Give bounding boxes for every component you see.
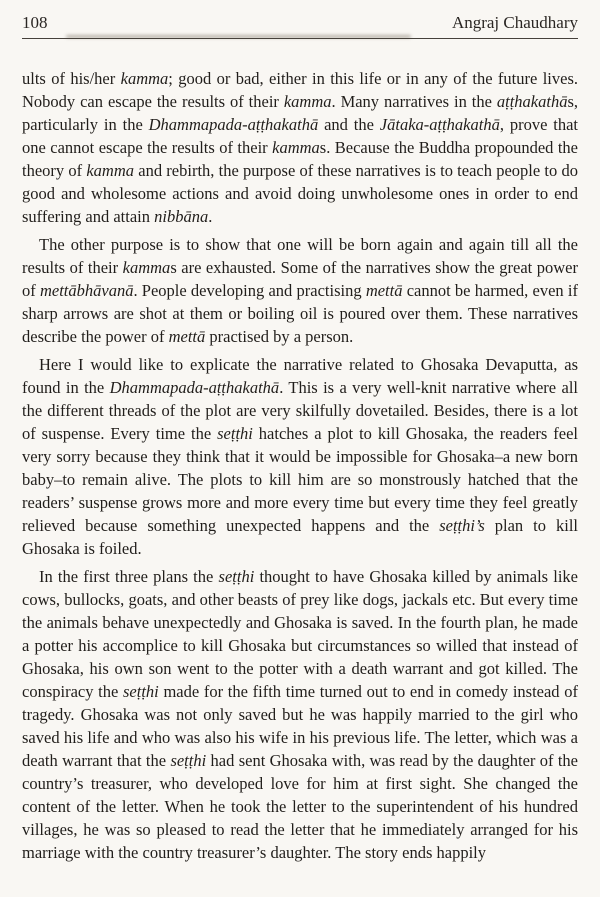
pali-term: mettā — [365, 281, 403, 300]
text-run: cannot be harmed, even if sharp arrows are shot at them or boiling oil is poured over them. These narratives describe the power of — [22, 281, 578, 346]
pali-term: nibbāna — [154, 207, 209, 226]
text-run: . This is a very well-knit narrative where all the different threads of the plot are very skilfully dovetailed. Besides, there is a lot of suspense. Every time the — [22, 378, 578, 443]
text-run: . Many narratives in the — [331, 92, 497, 111]
pali-term: aṭṭhakathā — [496, 92, 568, 111]
paragraph-4 — [22, 565, 578, 864]
pali-term: seṭṭhi’s — [439, 516, 485, 535]
page-header — [22, 12, 578, 33]
pali-term: kamma — [272, 138, 320, 157]
text-run: made for the fifth time turned out to end in comedy instead of tragedy. Ghosaka was not only saved but he was happily married to the girl who saved his life and who was also his wife in his previous life. The letter, which was a death warrant that the — [22, 682, 578, 770]
text-run: ; good or bad, either in this life or in any of the future lives. Nobody can escape the results of their — [22, 69, 578, 111]
pali-term: seṭṭhi — [123, 682, 159, 701]
pali-term: Jātaka-aṭṭhakathā — [379, 115, 500, 134]
pali-term: seṭṭhi — [217, 424, 253, 443]
text-run: practised by a person. — [205, 327, 354, 346]
header-rule — [22, 38, 578, 39]
text-run: ults of his/her — [22, 69, 121, 88]
text-run: In the first three plans the — [39, 567, 219, 586]
paragraph-2 — [22, 233, 578, 348]
page-body — [22, 67, 578, 864]
page-number: 108 — [22, 13, 48, 32]
pali-term: kamma — [120, 69, 169, 88]
text-run: and rebirth, the purpose of these narratives is to teach people to do good and wholesome actions and avoid doing unwholesome ones in order to end suffering and attain — [22, 161, 578, 226]
text-run: s are exhausted. Some of the narratives show the great power of — [22, 258, 579, 300]
pali-term: kamma — [122, 258, 171, 277]
pali-term: mettābhāvanā — [39, 281, 134, 300]
text-run: , prove that one cannot escape the results of their — [22, 115, 579, 157]
pali-term: Dhammapada-aṭṭhakathā — [109, 378, 280, 397]
running-head-author: Angraj Chaudhary — [451, 13, 578, 32]
text-run: Here I would like to explicate the narrative related to Ghosaka Devaputta, as found in the — [22, 355, 578, 397]
text-run: . People developing and practising — [133, 281, 366, 300]
text-run: plan to kill Ghosaka is foiled. — [22, 516, 578, 558]
pali-term: kamma — [283, 92, 332, 111]
paragraph-1 — [22, 67, 578, 228]
text-run: hatches a plot to kill Ghosaka, the readers feel very sorry because they think that it would be impossible for Ghosaka–a new born baby–to remain alive. The plots to kill him are so monstrously hatched that the readers’ suspense grows more and more every time but every time they feel greatly relieved because something unexpected happens and the — [22, 424, 578, 535]
text-run: thought to have Ghosaka killed by animals like cows, bullocks, goats, and other beasts of prey like dogs, jackals etc. But every time the animals behave unexpectedly and Ghosaka is saved. In the fourth plan, he made a potter his accomplice to kill Ghosaka but circumstances so willed that instead of Ghosaka, his own son went to the potter with a death warrant and got killed. The conspiracy the — [22, 567, 578, 701]
text-run: had sent Ghosaka with, was read by the daughter of the country’s treasurer, who developed love for him at first sight. She changed the content of the letter. When he took the letter to the superintendent of his hundred villages, he was so pleased to read the letter that he immediately arranged for his marriage with the country treasurer’s daughter. The story ends happily — [22, 751, 578, 862]
header-rule-area — [22, 35, 578, 43]
text-run: s, particularly in the — [22, 92, 578, 134]
paragraph-3 — [22, 353, 578, 560]
text-run: . — [208, 207, 213, 226]
pali-term: mettā — [168, 327, 206, 346]
pali-term: kamma — [86, 161, 135, 180]
pali-term: Dhammapada-aṭṭhakathā — [148, 115, 319, 134]
text-run: The other purpose is to show that one will be born again and again till all the results of their — [22, 235, 578, 277]
text-run: s. Because the Buddha propounded the theory of — [22, 138, 578, 180]
pali-term: seṭṭhi — [218, 567, 255, 586]
text-run: and the — [318, 115, 380, 134]
pali-term: seṭṭhi — [170, 751, 207, 770]
